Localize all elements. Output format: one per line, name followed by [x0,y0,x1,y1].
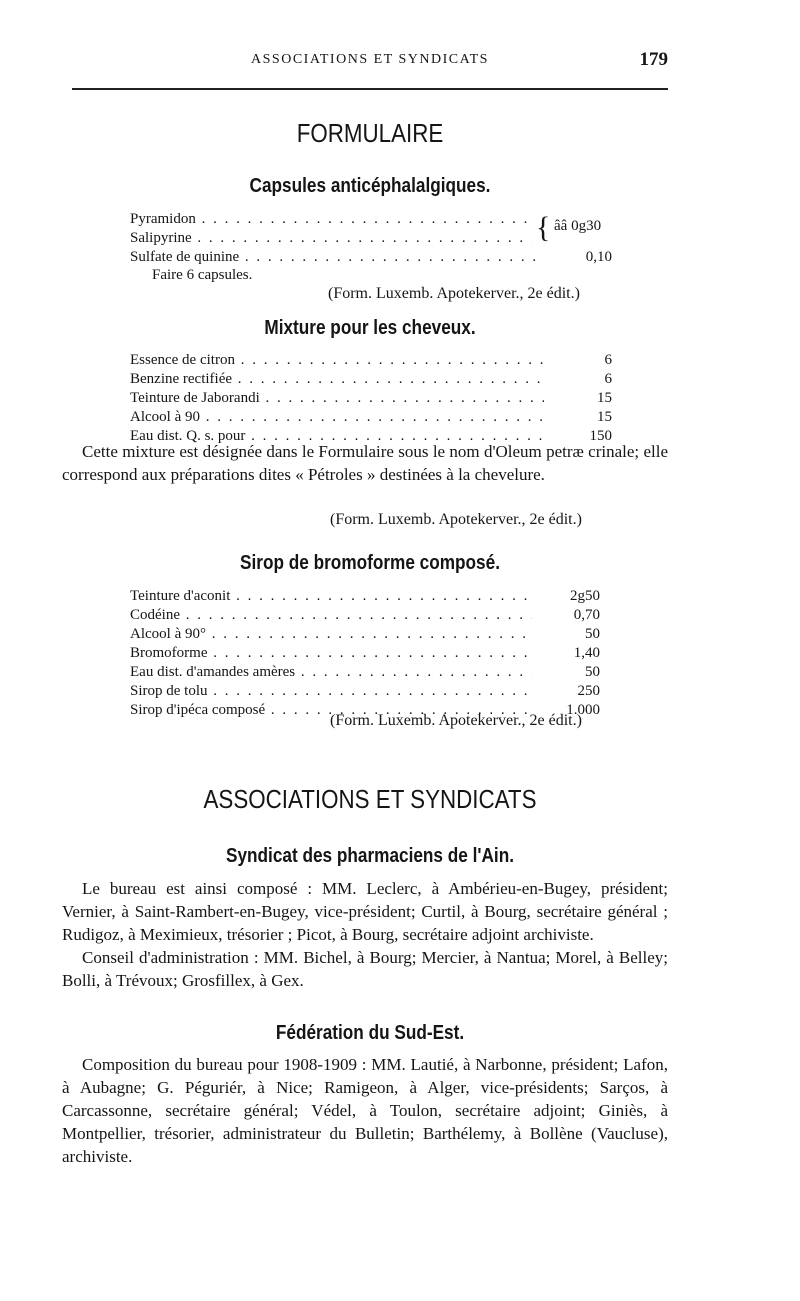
ingredient-name: Benzine rectifiée . . . [130,370,544,389]
paragraph: Composition du bureau pour 1908-1909 : MM. Lautié, à Narbonne, président; Lafon, à Aubagne; G. Péguriér, à Nice; Ramigeon, à Alger, vice-présidents; Sarços, à Carcassonne, secrétaire général; Védel, à Toulon, secrétaire adjoint; Giniès, à Montpellier, trésorier, administrateur du Bulletin; Barthélemy, à Bollène (Vaucluse), archiviste. [62,1055,668,1166]
recipe-title-sirop: Sirop de bromoforme composé. [240,552,500,574]
ingredient-name: Sirop de tolu . . . [130,682,532,701]
ingredient-row [130,625,600,644]
subsection-title-ain: Syndicat des pharmaciens de l'Ain. [226,845,514,867]
ingredient-name: Salipyrine . . . [130,229,532,248]
recipe-mixture [130,351,612,446]
ingredient-quantity: 15 [597,409,612,425]
ingredient-name: Bromoforme . . . [130,644,532,663]
ingredient-row [130,370,612,389]
recipe-title-mixture: Mixture pour les cheveux. [264,317,476,339]
recipe-title-capsules: Capsules anticéphalalgiques. [249,175,491,197]
section-title-formulaire: FORMULAIRE [296,118,444,148]
page-number: 179 [639,49,668,70]
ingredient-name: Teinture d'aconit . . . [130,587,532,606]
recipe-capsules [130,210,612,267]
ingredient-quantity: 2g50 [570,588,600,604]
ingredient-row [130,351,612,370]
ingredient-name: Pyramidon . . . [130,210,532,229]
ingredient-quantity: 50 [585,626,600,642]
ingredient-name: Eau dist. d'amandes amères . . . [130,663,532,682]
ingredient-quantity: 150 [589,428,612,444]
ingredient-name: Essence de citron . . . [130,351,544,370]
ingredient-quantity: 15 [597,390,612,406]
paragraph: Le bureau est ainsi composé : MM. Leclerc, à Ambérieu-en-Bugey, président; Vernier, à Saint-Rambert-en-Bugey, vice-président; Curtil, à Bourg, secrétaire général ; Rudigoz, à Meximieux, trésorier ; Picot, à Bourg, secrétaire adjoint archiviste. [62,879,668,944]
ingredient-quantity-shared: ââ 0g30 [554,218,602,234]
subsection-title-sud-est: Fédération du Sud-Est. [275,1022,465,1044]
ingredient-quantity: 0,70 [573,607,600,623]
ingredient-row [130,663,600,682]
running-title: ASSOCIATIONS ET SYNDICATS [251,52,489,67]
ingredient-quantity: 1,40 [573,645,600,661]
ingredient-row [130,408,612,427]
ingredient-quantity: 50 [585,664,600,680]
ain-text [62,877,668,992]
brace-symbol: { [536,211,551,244]
ingredient-name: Alcool à 90 . . . [130,408,544,427]
ingredient-name: Sulfate de quinine . . . [130,248,544,267]
ingredient-name: Sirop d'ipéca composé . . . [130,701,532,720]
ingredient-quantity: 1.000 [566,702,600,718]
running-header [72,49,668,72]
recipe-sirop [130,587,600,720]
citation: (Form. Luxemb. Apotekerver., 2e édit.) [330,712,582,729]
paragraph: Cette mixture est désignée dans le Formulaire sous le nom d'Oleum petræ crinale; elle correspond aux préparations dites « Pétroles » destinées à la chevelure. [62,442,668,484]
ingredient-row [130,682,600,701]
citation: (Form. Luxemb. Apotekerver., 2e édit.) [330,511,582,528]
ingredient-name: Alcool à 90° . . . [130,625,532,644]
ingredient-name: Eau dist. Q. s. pour . . . [130,427,544,446]
ingredient-row [130,389,612,408]
ingredient-quantity: 250 [577,683,600,699]
sud-est-text [62,1053,668,1168]
section-title-associations: ASSOCIATIONS ET SYNDICATS [203,784,537,814]
citation: (Form. Luxemb. Apotekerver., 2e édit.) [328,285,580,302]
ingredient-row [130,587,600,606]
ingredient-quantity: 0,10 [585,249,612,265]
mixture-description [62,440,668,486]
ingredient-row [130,248,612,267]
ingredient-quantity: 6 [604,352,612,368]
ingredient-row [130,644,600,663]
recipe-note: Faire 6 capsules. [152,267,253,283]
ingredient-name: Teinture de Jaborandi . . . [130,389,544,408]
header-rule [72,88,668,90]
ingredient-name: Codéine . . . [130,606,532,625]
ingredient-row [130,606,600,625]
paragraph: Conseil d'administration : MM. Bichel, à Bourg; Mercier, à Nantua; Morel, à Belley; Bolli, à Trévoux; Grosfillex, à Gex. [62,948,668,990]
ingredient-quantity: 6 [604,371,612,387]
